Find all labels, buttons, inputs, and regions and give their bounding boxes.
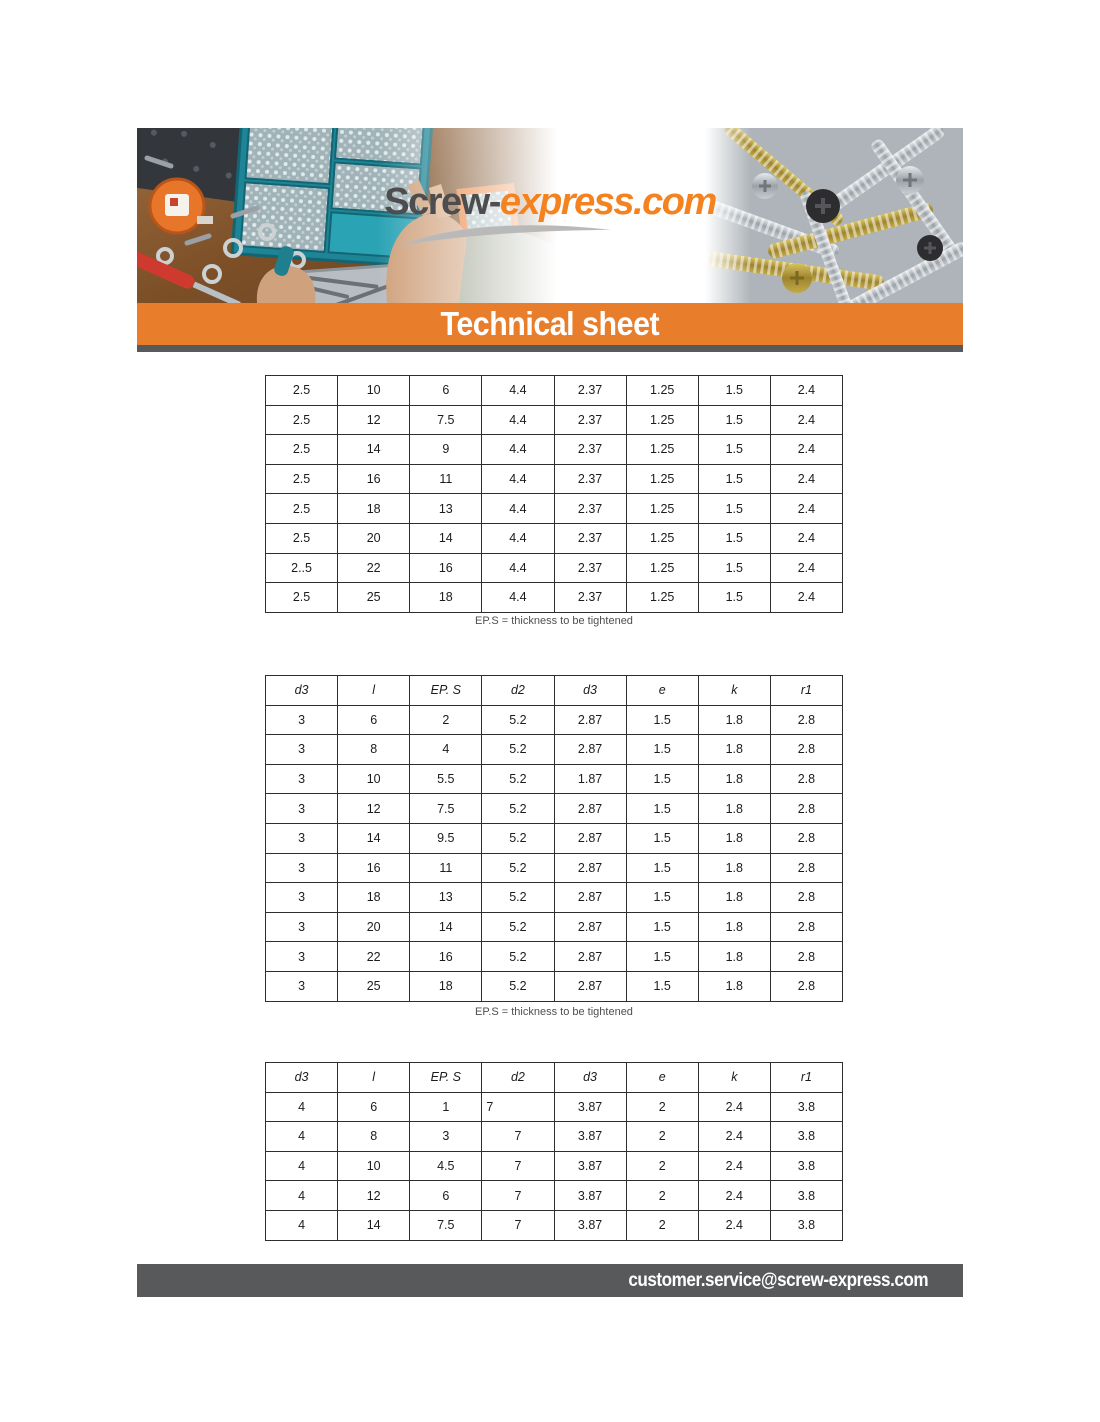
table-cell: 7.5	[410, 1210, 482, 1240]
table-cell: 6	[338, 705, 410, 735]
table-row	[266, 405, 843, 435]
table-cell: 2.8	[770, 764, 842, 794]
table-header-cell: k	[698, 1063, 770, 1093]
table-cell: 4	[410, 735, 482, 765]
table-header-cell: l	[338, 1063, 410, 1093]
table-cell: 12	[338, 794, 410, 824]
table-cell: 3	[266, 794, 338, 824]
table-cell: 2.4	[698, 1151, 770, 1181]
table-cell: 6	[338, 1092, 410, 1122]
table-cell: 2.5	[266, 405, 338, 435]
screw-3-dimensions-table	[265, 675, 843, 1002]
table-cell: 2.8	[770, 912, 842, 942]
table-cell: 1.5	[698, 583, 770, 613]
table-cell: 12	[338, 1181, 410, 1211]
table-row	[266, 494, 843, 524]
table-cell: 2.87	[554, 823, 626, 853]
table-header-cell: d2	[482, 1063, 554, 1093]
logo	[137, 183, 963, 248]
table-header-cell: e	[626, 1063, 698, 1093]
table-cell: 1.25	[626, 376, 698, 406]
table-header-cell: d3	[554, 1063, 626, 1093]
logo-text	[384, 181, 716, 223]
table-row	[266, 1151, 843, 1181]
table-row	[266, 764, 843, 794]
table-cell: 14	[338, 435, 410, 465]
table-cell: 3	[266, 705, 338, 735]
table-cell: 5.2	[482, 912, 554, 942]
table-cell: 2.37	[554, 435, 626, 465]
table-row	[266, 1122, 843, 1152]
table-cell: 1.5	[626, 735, 698, 765]
table-cell: 3	[410, 1122, 482, 1152]
table-cell: 14	[410, 912, 482, 942]
table-cell: 1.5	[626, 823, 698, 853]
table-cell: 2.4	[770, 494, 842, 524]
table-row	[266, 705, 843, 735]
table-cell: 8	[338, 735, 410, 765]
table-cell: 1.5	[626, 794, 698, 824]
table-cell: 2.5	[266, 583, 338, 613]
table-cell: 10	[338, 1151, 410, 1181]
table-row	[266, 1092, 843, 1122]
table-cell: 2.4	[698, 1122, 770, 1152]
table-cell: 9.5	[410, 823, 482, 853]
table-cell: 3	[266, 735, 338, 765]
table-cell: 5.2	[482, 823, 554, 853]
table-cell: 1.5	[698, 494, 770, 524]
table-cell: 2.37	[554, 494, 626, 524]
table-cell: 16	[410, 942, 482, 972]
table-cell: 1.25	[626, 435, 698, 465]
table-row	[266, 794, 843, 824]
table-cell: 16	[338, 464, 410, 494]
table-cell: 2.87	[554, 942, 626, 972]
table-cell: 10	[338, 764, 410, 794]
table-cell: 2.5	[266, 464, 338, 494]
table-cell: 1.5	[626, 971, 698, 1001]
table-cell: 3	[266, 971, 338, 1001]
table-cell: 2..5	[266, 553, 338, 583]
table-cell: 7.5	[410, 794, 482, 824]
table-cell: 3.8	[770, 1210, 842, 1240]
table-cell: 14	[338, 823, 410, 853]
table-cell: 2.4	[770, 553, 842, 583]
table-cell: 5.2	[482, 883, 554, 913]
table-row	[266, 583, 843, 613]
table-row	[266, 553, 843, 583]
table-cell: 18	[410, 583, 482, 613]
table-cell: 1.5	[698, 553, 770, 583]
table-row	[266, 853, 843, 883]
table-cell: 1.5	[698, 435, 770, 465]
table-cell: 4.4	[482, 405, 554, 435]
table-cell: 22	[338, 553, 410, 583]
table-cell: 11	[410, 464, 482, 494]
table-cell: 1.5	[626, 853, 698, 883]
table-header-cell: d3	[554, 676, 626, 706]
table-cell: 1.8	[698, 912, 770, 942]
table-cell: 7	[482, 1181, 554, 1211]
table-cell: 1.87	[554, 764, 626, 794]
table-cell: 2.8	[770, 794, 842, 824]
table-header-cell: d3	[266, 676, 338, 706]
table-cell: 1.25	[626, 494, 698, 524]
table-cell: 1.5	[698, 376, 770, 406]
table-cell: 4.4	[482, 494, 554, 524]
table-cell: 16	[338, 853, 410, 883]
table-cell: 8	[338, 1122, 410, 1152]
table-cell: 4	[266, 1210, 338, 1240]
table-cell: 2.87	[554, 735, 626, 765]
table-row	[266, 523, 843, 553]
table-cell: 2.5	[266, 523, 338, 553]
screw-4-dimensions-table	[265, 1062, 843, 1241]
table-cell: 2.4	[770, 583, 842, 613]
table-cell: 2	[626, 1122, 698, 1152]
table-cell: 2.87	[554, 853, 626, 883]
table-header-cell: k	[698, 676, 770, 706]
table-cell: 1.8	[698, 735, 770, 765]
table-cell: 11	[410, 853, 482, 883]
table-cell: 1.8	[698, 764, 770, 794]
table-cell: 2.5	[266, 494, 338, 524]
table-cell: 3	[266, 912, 338, 942]
table-cell: 1.8	[698, 942, 770, 972]
table-cell: 13	[410, 883, 482, 913]
table-cell: 2	[626, 1181, 698, 1211]
table-row	[266, 376, 843, 406]
table-cell: 1.25	[626, 553, 698, 583]
table-cell: 14	[410, 523, 482, 553]
table-cell: 3.8	[770, 1122, 842, 1152]
table-cell: 7	[482, 1210, 554, 1240]
table-row	[266, 735, 843, 765]
table-cell: 1.8	[698, 705, 770, 735]
table-cell: 1.5	[626, 912, 698, 942]
table-cell: 1.8	[698, 823, 770, 853]
table-cell: 6	[410, 1181, 482, 1211]
table-cell: 1.8	[698, 883, 770, 913]
table-cell: 4.4	[482, 523, 554, 553]
table-header-cell: d2	[482, 676, 554, 706]
table-row	[266, 464, 843, 494]
table-cell: 2.4	[770, 435, 842, 465]
table-cell: 18	[338, 494, 410, 524]
table-cell: 2.8	[770, 823, 842, 853]
table-cell: 5.2	[482, 764, 554, 794]
table-cell: 1.25	[626, 464, 698, 494]
table-cell: 3	[266, 883, 338, 913]
customer-service-email[interactable]: customer.service@screw-express.com	[628, 1269, 928, 1291]
table-cell: 5.2	[482, 971, 554, 1001]
table-cell: 1.8	[698, 971, 770, 1001]
table-header-row	[266, 676, 843, 706]
table-row	[266, 1210, 843, 1240]
table-cell: 2	[410, 705, 482, 735]
table-cell: 2.8	[770, 735, 842, 765]
table-row	[266, 1181, 843, 1211]
table-cell: 4	[266, 1181, 338, 1211]
table-cell: 1.5	[698, 523, 770, 553]
table-row	[266, 942, 843, 972]
screw-2-5-dimensions-table	[265, 375, 843, 613]
table-caption: EP.S = thickness to be tightened	[475, 615, 633, 627]
divider-bar	[137, 345, 963, 352]
table-cell: 3.87	[554, 1151, 626, 1181]
table-cell: 3	[266, 823, 338, 853]
table-cell: 2.8	[770, 853, 842, 883]
table-cell: 2.87	[554, 883, 626, 913]
table-header-cell: r1	[770, 1063, 842, 1093]
table-cell: 1.25	[626, 405, 698, 435]
table-cell: 3.87	[554, 1210, 626, 1240]
table-cell: 5.5	[410, 764, 482, 794]
table-cell: 7	[482, 1092, 554, 1122]
table-header-cell: e	[626, 676, 698, 706]
table-cell: 1.25	[626, 523, 698, 553]
table-cell: 22	[338, 942, 410, 972]
table-cell: 2.37	[554, 553, 626, 583]
table-cell: 2.87	[554, 971, 626, 1001]
table-caption: EP.S = thickness to be tightened	[475, 1006, 633, 1018]
table-row	[266, 971, 843, 1001]
table-cell: 1.5	[626, 883, 698, 913]
table-cell: 2.87	[554, 794, 626, 824]
table-cell: 3.87	[554, 1122, 626, 1152]
table-cell: 2.37	[554, 523, 626, 553]
table-cell: 2.4	[770, 464, 842, 494]
table-header-cell: d3	[266, 1063, 338, 1093]
table-cell: 1.25	[626, 583, 698, 613]
table-cell: 2.37	[554, 376, 626, 406]
table-cell: 1.5	[626, 942, 698, 972]
table-cell: 2.4	[698, 1210, 770, 1240]
table-cell: 3.8	[770, 1181, 842, 1211]
table-cell: 2.4	[770, 376, 842, 406]
table-cell: 4.4	[482, 583, 554, 613]
table-cell: 2.8	[770, 883, 842, 913]
table-cell: 2.8	[770, 942, 842, 972]
table-cell: 2.8	[770, 705, 842, 735]
table-cell: 3.87	[554, 1181, 626, 1211]
page-title: Technical sheet	[440, 305, 660, 342]
table-cell: 4.4	[482, 553, 554, 583]
table-cell: 7	[482, 1151, 554, 1181]
table-cell: 4.4	[482, 376, 554, 406]
table-cell: 3.8	[770, 1151, 842, 1181]
table-cell: 5.2	[482, 735, 554, 765]
table-header-cell: EP. S	[410, 1063, 482, 1093]
table-cell: 2.5	[266, 376, 338, 406]
table-cell: 2.87	[554, 912, 626, 942]
table-cell: 2.4	[770, 523, 842, 553]
table-cell: 25	[338, 583, 410, 613]
table-cell: 1.5	[698, 405, 770, 435]
table-cell: 1.5	[626, 705, 698, 735]
table-row	[266, 823, 843, 853]
table-cell: 4	[266, 1122, 338, 1152]
table-cell: 12	[338, 405, 410, 435]
table-header-cell: l	[338, 676, 410, 706]
table-cell: 2.4	[698, 1092, 770, 1122]
table-cell: 3	[266, 942, 338, 972]
table-cell: 20	[338, 523, 410, 553]
table-cell: 2	[626, 1092, 698, 1122]
logo-screw-part: Screw-	[384, 181, 500, 223]
table-cell: 5.2	[482, 853, 554, 883]
table-row	[266, 912, 843, 942]
table-row	[266, 883, 843, 913]
table-cell: 13	[410, 494, 482, 524]
table-cell: 1.5	[626, 764, 698, 794]
table-cell: 2.37	[554, 583, 626, 613]
table-cell: 18	[410, 971, 482, 1001]
footer-bar	[137, 1264, 963, 1297]
table-cell: 2.37	[554, 405, 626, 435]
table-cell: 1	[410, 1092, 482, 1122]
table-cell: 18	[338, 883, 410, 913]
table-cell: 2.87	[554, 705, 626, 735]
table-cell: 4.4	[482, 435, 554, 465]
table-cell: 25	[338, 971, 410, 1001]
table-row	[266, 435, 843, 465]
table-cell: 9	[410, 435, 482, 465]
table-cell: 7.5	[410, 405, 482, 435]
table-cell: 3	[266, 764, 338, 794]
table-cell: 10	[338, 376, 410, 406]
table-cell: 3	[266, 853, 338, 883]
table-cell: 2	[626, 1210, 698, 1240]
table-cell: 16	[410, 553, 482, 583]
table-cell: 6	[410, 376, 482, 406]
table-cell: 4	[266, 1151, 338, 1181]
table-cell: 4	[266, 1092, 338, 1122]
table-cell: 2.8	[770, 971, 842, 1001]
table-cell: 1.8	[698, 794, 770, 824]
table-cell: 4.4	[482, 464, 554, 494]
table-header-cell: EP. S	[410, 676, 482, 706]
logo-swoosh-icon	[397, 222, 627, 248]
table-cell: 1.8	[698, 853, 770, 883]
table-cell: 2.4	[770, 405, 842, 435]
table-cell: 1.5	[698, 464, 770, 494]
table-cell: 2.5	[266, 435, 338, 465]
title-banner	[137, 303, 963, 345]
table-cell: 5.2	[482, 942, 554, 972]
table-cell: 4.5	[410, 1151, 482, 1181]
table-cell: 2.37	[554, 464, 626, 494]
header-banner	[137, 128, 963, 303]
table-cell: 20	[338, 912, 410, 942]
table-cell: 7	[482, 1122, 554, 1152]
table-cell: 5.2	[482, 705, 554, 735]
table-cell: 14	[338, 1210, 410, 1240]
table-cell: 3.87	[554, 1092, 626, 1122]
table-cell: 2.4	[698, 1181, 770, 1211]
table-header-cell: r1	[770, 676, 842, 706]
table-cell: 5.2	[482, 794, 554, 824]
table-cell: 2	[626, 1151, 698, 1181]
table-header-row	[266, 1063, 843, 1093]
logo-express-part: express.com	[499, 181, 716, 223]
table-cell: 3.8	[770, 1092, 842, 1122]
